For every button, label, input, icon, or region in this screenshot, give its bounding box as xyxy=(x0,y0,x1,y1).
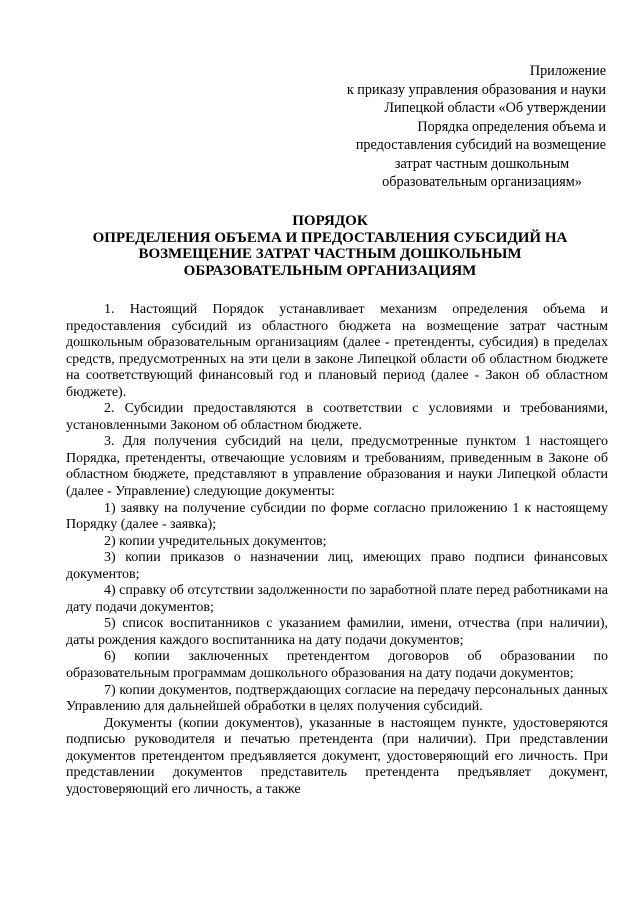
list-item: 6) копии заключенных претендентом договоров об образовании по образовательным программам дошкольного образования на дату подачи документов; xyxy=(66,649,608,682)
list-item: 2) копии учредительных документов; xyxy=(104,533,327,549)
list-item: 7) копии документов, подтверждающих согласие на передачу персональных данных Управлению для дальнейшей обработки в целях получения субсидий. xyxy=(66,682,608,715)
title-line: ПОРЯДОК xyxy=(292,213,368,229)
appendix-line: к приказу управления образования и науки xyxy=(346,81,606,98)
list-item: 3) копии приказов о назначении лиц, имеющих право подписи финансовых документов; xyxy=(66,550,608,582)
paragraph: 2. Субсидии предоставляются в соответствии с условиями и требованиями, установленными Законом об областном бюджете. xyxy=(66,401,608,433)
list-item: 5) список воспитанников с указанием фамилии, имени, отчества (при наличии), даты рождения каждого воспитанника на дату подачи документов; xyxy=(66,616,608,648)
appendix-block xyxy=(316,62,606,192)
document-body xyxy=(66,302,608,798)
appendix-line: образовательным организациям» xyxy=(382,174,582,190)
paragraph: Документы (копии документов), указанные в настоящем пункте, удостоверяются подписью руководителя и печатью претендента (при наличии). При представлении документов претендентом предъявляется документ, удостоверяющий его личность. При представлении документов представитель претендента предъявляет документ, удостоверяющий его личность, а также xyxy=(66,715,608,797)
document-title xyxy=(56,213,604,279)
appendix-line: предоставления субсидий на возмещение xyxy=(355,137,606,153)
paragraph: 1. Настоящий Порядок устанавливает механизм определения объема и предоставления субсидий из областного бюджета на возмещение затрат частным дошкольным образовательным организациям (далее - претенденты, субсидия) в пределах средств, предусмотренных на эти цели в законе Липецкой области об областном бюджете на соответствующий финансовый год и плановый период (далее - Закон об областном бюджете). xyxy=(66,302,608,400)
appendix-line: Липецкой области «Об утверждении xyxy=(384,100,606,116)
title-line: ОПРЕДЕЛЕНИЯ ОБЪЕМА И ПРЕДОСТАВЛЕНИЯ СУБСИДИЙ НА xyxy=(92,229,568,246)
paragraph: 3. Для получения субсидий на цели, предусмотренные пунктом 1 настоящего Порядка, претенденты, отвечающие условиям и требованиям, приведенным в Законе об областном бюджете, представляют в управление образования и науки Липецкой области (далее - Управление) следующие документы: xyxy=(66,434,608,500)
list-item: 1) заявку на получение субсидии по форме согласно приложению 1 к настоящему Порядку (далее - заявка); xyxy=(66,500,608,533)
title-line: ВОЗМЕЩЕНИЕ ЗАТРАТ ЧАСТНЫМ ДОШКОЛЬНЫМ xyxy=(138,246,522,262)
appendix-line: затрат частным дошкольным xyxy=(394,155,570,172)
appendix-line: Приложение xyxy=(529,63,606,79)
title-line: ОБРАЗОВАТЕЛЬНЫМ ОРГАНИЗАЦИЯМ xyxy=(183,262,477,279)
appendix-line: Порядка определения объема и xyxy=(417,118,606,135)
list-item: 4) справку об отсутствии задолженности по заработной плате перед работниками на дату подачи документов; xyxy=(66,583,608,615)
